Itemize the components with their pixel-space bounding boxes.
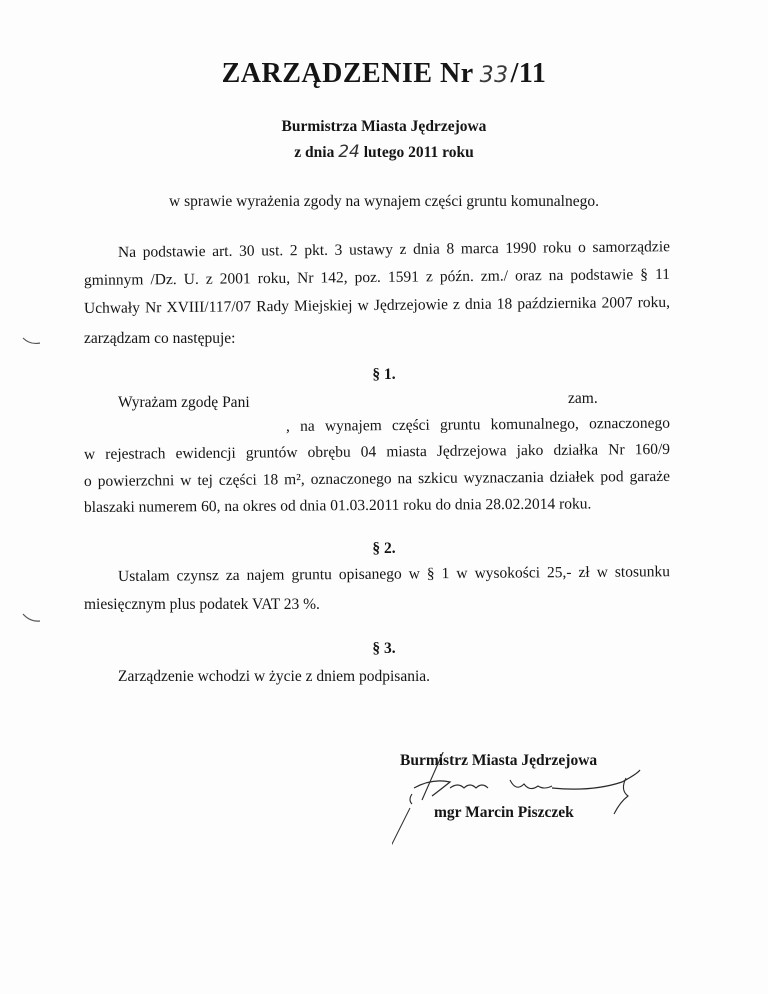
section-2-line-2-text: miesięcznym plus podatek VAT 23 %. bbox=[84, 596, 320, 613]
section-3-line-1 bbox=[118, 668, 430, 686]
section-1-line-5-text: blaszaki numerem 60, na okres od dnia 01.03.2011 roku do dnia 28.02.2014 roku. bbox=[83, 495, 592, 516]
section-3-heading: § 3. bbox=[372, 640, 396, 657]
signature-title: Burmistrz Miasta Jędrzejowa bbox=[400, 752, 598, 769]
signature-name: mgr Marcin Piszczek bbox=[434, 804, 574, 821]
section-1-line-5 bbox=[84, 495, 592, 517]
section-1-line-3 bbox=[84, 441, 670, 464]
preamble-line-1-text: Na podstawie art. 30 ust. 2 pkt. 3 ustawy z dnia 8 marca 1990 roku o samorządzie bbox=[117, 238, 671, 261]
date-day-handwritten: 24 bbox=[338, 142, 360, 162]
date-prefix: z dnia bbox=[294, 144, 335, 161]
preamble-line-2 bbox=[84, 266, 670, 290]
document-date bbox=[0, 142, 768, 162]
section-3-line-1-text: Zarządzenie wchodzi w życie z dniem podpisania. bbox=[118, 668, 431, 685]
signature-block bbox=[392, 752, 672, 862]
section-2-heading: § 2. bbox=[372, 540, 396, 557]
section-1-line-1-left: Wyrażam zgodę Pani bbox=[118, 394, 250, 411]
section-1-line-1-right: zam. bbox=[568, 390, 598, 407]
preamble-line-1 bbox=[118, 238, 670, 262]
section-1-line-4 bbox=[84, 468, 670, 491]
date-suffix: lutego 2011 roku bbox=[363, 144, 474, 161]
title-prefix: ZARZĄDZENIE Nr bbox=[221, 58, 474, 89]
document-title bbox=[0, 58, 768, 90]
section-2-line-1-text: Ustalam czynsz za najem gruntu opisanego w § 1 w wysokości 25,- zł w stosunku bbox=[117, 563, 671, 585]
document-subject: w sprawie wyrażenia zgody na wynajem części gruntu komunalnego. bbox=[169, 193, 599, 210]
preamble-line-4-text: zarządzam co następuje: bbox=[84, 330, 236, 347]
section-1-heading: § 1. bbox=[372, 366, 396, 383]
margin-mark-2 bbox=[22, 612, 42, 626]
section-1-line-2 bbox=[286, 415, 670, 436]
title-number-handwritten: 33 bbox=[479, 63, 509, 88]
margin-mark-1 bbox=[22, 336, 42, 348]
title-suffix: /11 bbox=[510, 58, 547, 89]
section-1-line-4-text: o powierzchni w tej części 18 m², oznaczonego na szkicu wyznaczania działek pod garaże bbox=[83, 467, 671, 490]
preamble-line-3-text: Uchwały Nr XVIII/117/07 Rady Miejskiej w Jędrzejowie z dnia 18 października 2007 roku, bbox=[83, 293, 671, 317]
preamble-line-3 bbox=[84, 294, 670, 318]
section-2-line-2 bbox=[84, 596, 320, 614]
section-1-line-3-text: w rejestrach ewidencji gruntów obrębu 04 miasta Jędrzejowa jako działka Nr 160/9 bbox=[83, 440, 671, 463]
section-2-line-1 bbox=[118, 563, 670, 586]
section-1-line-2-text: , na wynajem części gruntu komunalnego, oznaczonego bbox=[285, 414, 671, 435]
preamble-line-2-text: gminnym /Dz. U. z 2001 roku, Nr 142, poz. 1591 z późn. zm./ oraz na podstawie § 11 bbox=[83, 265, 671, 289]
preamble-line-4 bbox=[84, 330, 235, 348]
document-issuer: Burmistrza Miasta Jędrzejowa bbox=[281, 118, 487, 135]
